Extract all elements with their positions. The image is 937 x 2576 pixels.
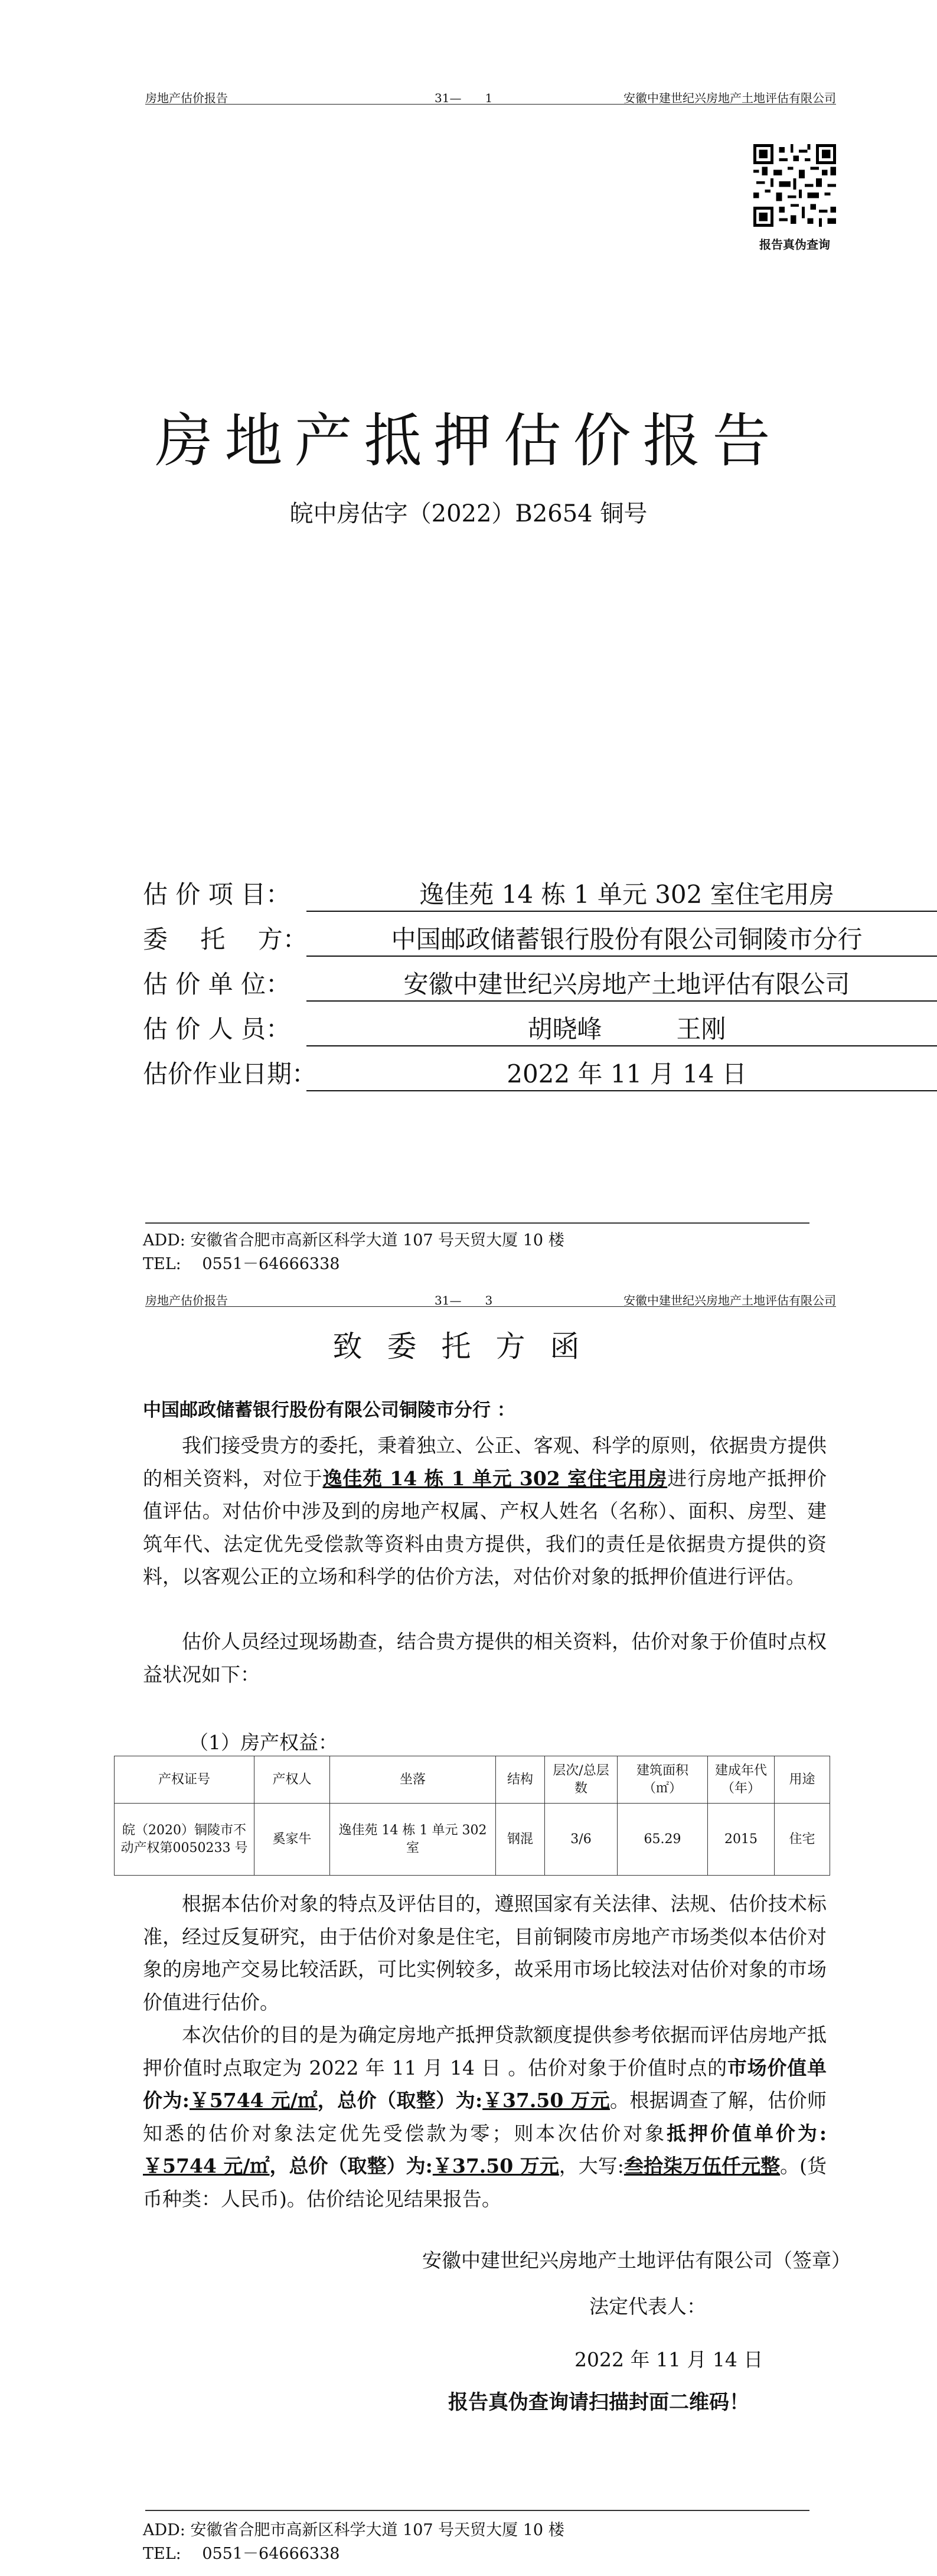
info-label: 估 价 单 位： bbox=[143, 970, 291, 999]
table-cell: 2015 bbox=[708, 1804, 775, 1876]
market-total-price: ￥37.50 万元 bbox=[482, 2089, 610, 2112]
footer-address: ADD: 安徽省合肥市高新区科学大道 107 号天贸大厦 10 楼 bbox=[143, 2521, 564, 2539]
report-title: 房地产抵押估价报告 bbox=[155, 407, 782, 475]
property-address: 逸佳苑 14 栋 1 单元 302 室住宅用房 bbox=[322, 1466, 668, 1490]
header-report-name: 房地产估价报告 bbox=[145, 91, 228, 105]
table-header: 建成年代（年） bbox=[708, 1756, 775, 1804]
table-cell: 皖（2020）铜陵市不动产权第0050233 号 bbox=[115, 1804, 254, 1876]
text: ，总价（取整）为: bbox=[269, 2154, 433, 2177]
table-header: 结构 bbox=[496, 1756, 545, 1804]
amount-in-words: 叁拾柒万伍仟元整 bbox=[623, 2154, 781, 2177]
info-label: 估价作业日期： bbox=[143, 1059, 317, 1088]
letter-paragraph-2: 估价人员经过现场勘查，结合贵方提供的相关资料，估价对象于价值时点权益状况如下： bbox=[143, 1630, 827, 1686]
table-header-row bbox=[115, 1756, 830, 1804]
text: 。根据调查了解，估价师知悉的估价对象法定优先受偿款为零；则本次估价对象 bbox=[143, 2089, 827, 2145]
letter-paragraph-1 bbox=[143, 1429, 827, 1593]
footer-telephone: TEL: 0551－64666338 bbox=[143, 2545, 340, 2563]
table-cell: 65.29 bbox=[618, 1804, 708, 1876]
letter-title: 致委托方函 bbox=[332, 1329, 605, 1364]
info-label: 估 价 项 目： bbox=[143, 880, 291, 909]
text: ，大写: bbox=[559, 2154, 624, 2177]
header-page-number: 31— 1 bbox=[435, 91, 493, 105]
table-cell: 钢混 bbox=[496, 1804, 545, 1876]
page1-header bbox=[145, 89, 836, 105]
info-value: 2022 年 11 月 14 日 bbox=[306, 1055, 937, 1091]
qr-code-icon[interactable] bbox=[753, 144, 836, 227]
footer-address: ADD: 安徽省合肥市高新区科学大道 107 号天贸大厦 10 楼 bbox=[143, 1231, 564, 1250]
footer-telephone: TEL: 0551－64666338 bbox=[143, 1255, 340, 1273]
table-cell: 住宅 bbox=[775, 1804, 830, 1876]
info-label: 估 价 人 员： bbox=[143, 1015, 291, 1044]
text: 我们接受贵方的委托，秉着独立、公正、客观、科学的原则，依据贵方提供的相关资料，对位于 bbox=[143, 1434, 827, 1490]
letter-paragraph-3: 根据本估价对象的特点及评估目的，遵照国家有关法律、法规、估价技术标准，经过反复研究，由于估价对象是住宅，目前铜陵市房地产市场类似本估价对象的房地产交易比较活跃，可比实例较多，故采用市场比较法对估价对象的市场价值进行估价。 bbox=[143, 1892, 827, 2014]
table-header: 用途 bbox=[775, 1756, 830, 1804]
table-cell: 奚家牛 bbox=[254, 1804, 330, 1876]
info-value: 逸佳苑 14 栋 1 单元 302 室住宅用房 bbox=[306, 875, 937, 912]
text: 本次估价的目的是为确定房地产抵押贷款额度提供参考依据而评估房地产抵押价值时点取定为 2022 年 11 月 14 日 。估价对象于价值时点的 bbox=[143, 2023, 827, 2079]
page2-header bbox=[145, 1291, 836, 1307]
footer-divider bbox=[145, 2510, 809, 2511]
header-company: 安徽中建世纪兴房地产土地评估有限公司 bbox=[623, 91, 836, 105]
document-number: 皖中房估字（2022）B2654 铜号 bbox=[289, 500, 648, 527]
table-header: 产权人 bbox=[254, 1756, 330, 1804]
info-label: 委 托 方： bbox=[143, 925, 308, 954]
header-company: 安徽中建世纪兴房地产土地评估有限公司 bbox=[623, 1293, 836, 1307]
text: 市场价值单价为: bbox=[143, 2056, 827, 2112]
table-header: 产权证号 bbox=[115, 1756, 254, 1804]
text: 进行房地产抵押价值评估。对估价中涉及到的房地产权属、产权人姓名（名称）、面积、房型、建筑年代、法定优先受偿款等资料由贵方提供，我们的责任是依据贵方提供的资料，以客观公正的立场和科学的估价方法，对估价对象的抵押价值进行评估。 bbox=[143, 1466, 827, 1588]
property-rights-table bbox=[114, 1756, 830, 1876]
header-report-name: 房地产估价报告 bbox=[145, 1293, 228, 1307]
verification-note: 报告真伪查询请扫描封面二维码！ bbox=[448, 2391, 749, 2414]
letter-paragraph-4 bbox=[143, 2019, 827, 2215]
table-row bbox=[115, 1804, 830, 1876]
text: 抵押价值单价为: bbox=[667, 2121, 827, 2145]
table-header: 层次/总层数 bbox=[545, 1756, 618, 1804]
market-unit-price: ￥5744 元/㎡ bbox=[189, 2089, 318, 2112]
qr-caption: 报告真伪查询 bbox=[759, 237, 830, 252]
rights-label: （1）房产权益： bbox=[189, 1731, 338, 1754]
letter-date: 2022 年 11 月 14 日 bbox=[574, 2348, 763, 2371]
info-value: 胡晓峰 王刚 bbox=[306, 1010, 937, 1046]
text: 。(货币种类：人民币)。估价结论见结果报告。 bbox=[143, 2154, 827, 2210]
info-value: 安徽中建世纪兴房地产土地评估有限公司 bbox=[306, 965, 937, 1002]
mortgage-total-price: ￥37.50 万元 bbox=[432, 2154, 559, 2177]
legal-representative: 法定代表人： bbox=[589, 2295, 706, 2318]
info-value: 中国邮政储蓄银行股份有限公司铜陵市分行 bbox=[306, 920, 937, 957]
table-cell: 逸佳苑 14 栋 1 单元 302 室 bbox=[330, 1804, 496, 1876]
text: ，总价（取整）为: bbox=[317, 2089, 483, 2112]
table-header: 建筑面积（㎡） bbox=[618, 1756, 708, 1804]
mortgage-unit-price: ￥5744 元/㎡ bbox=[143, 2154, 270, 2177]
table-header: 坐落 bbox=[330, 1756, 496, 1804]
company-signature: 安徽中建世纪兴房地产土地评估有限公司（签章） bbox=[422, 2249, 851, 2272]
header-page-number: 31— 3 bbox=[435, 1293, 493, 1307]
footer-divider bbox=[145, 1222, 809, 1224]
table-cell: 3/6 bbox=[545, 1804, 618, 1876]
letter-addressee: 中国邮政储蓄银行股份有限公司铜陵市分行 ： bbox=[143, 1400, 515, 1421]
